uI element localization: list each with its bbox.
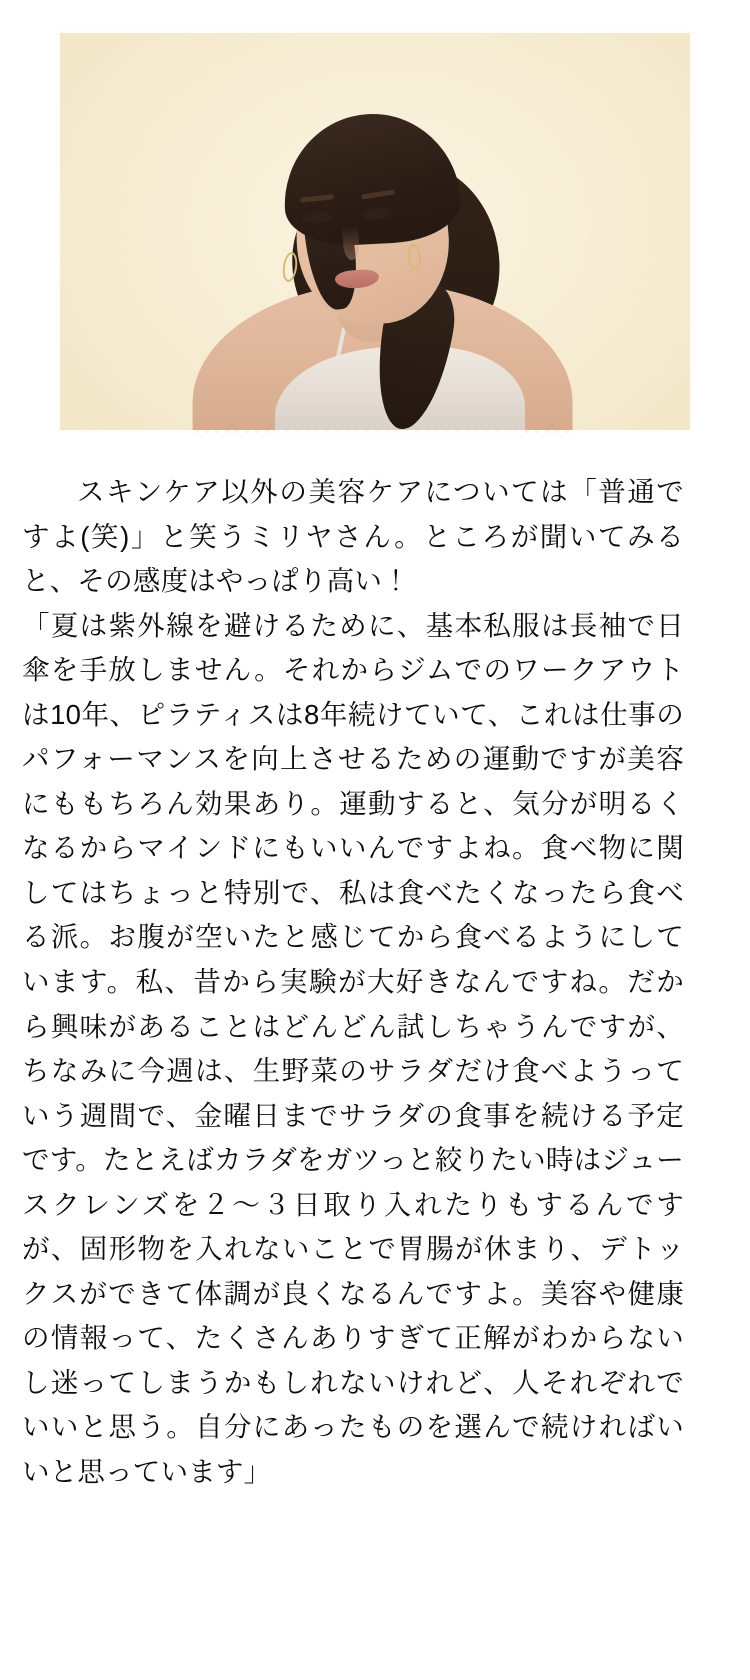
- photo-frame: [57, 30, 693, 433]
- paragraph-quote: 「夏は紫外線を避けるために、基本私服は長袖で日傘を手放しません。それからジムでのワークアウトは10年、ピラティスは8年続けていて、これは仕事のパフォーマンスを向上させるための運動ですが美容にももちろん効果あり。運動すると、気分が明るくなるからマインドにもいいんですよね。食べ物に関してはちょっと特別で、私は食べたくなったら食べる派。お腹が空いたと感じてから食べるようにしています。私、昔から実験が大好きなんですね。だから興味があることはどんどん試しちゃうんですが、ちなみに今週は、生野菜のサラダだけ食べようっていう週間で、金曜日までサラダの食事を続ける予定です。たとえばカラダをガツっと絞りたい時はジュースクレンズを２〜３日取り入れたりもするんですが、固形物を入れないことで胃腸が休まり、デトックスができて体調が良くなるんですよ。美容や健康の情報って、たくさんありすぎて正解がわからないし迷ってしまうかもしれないけれど、人それぞれでいいと思う。自分にあったものを選んで続ければいいと思っています」: [22, 609, 684, 1488]
- article-body: [22, 470, 684, 1495]
- portrait-illustration: [165, 30, 585, 433]
- article-photo: [57, 30, 693, 433]
- paragraph-intro: スキンケア以外の美容ケアについては「普通ですよ(笑)」と笑うミリヤさん。ところが聞いてみると、その感度はやっぱり高い！: [22, 476, 684, 597]
- hair-top: [280, 109, 463, 248]
